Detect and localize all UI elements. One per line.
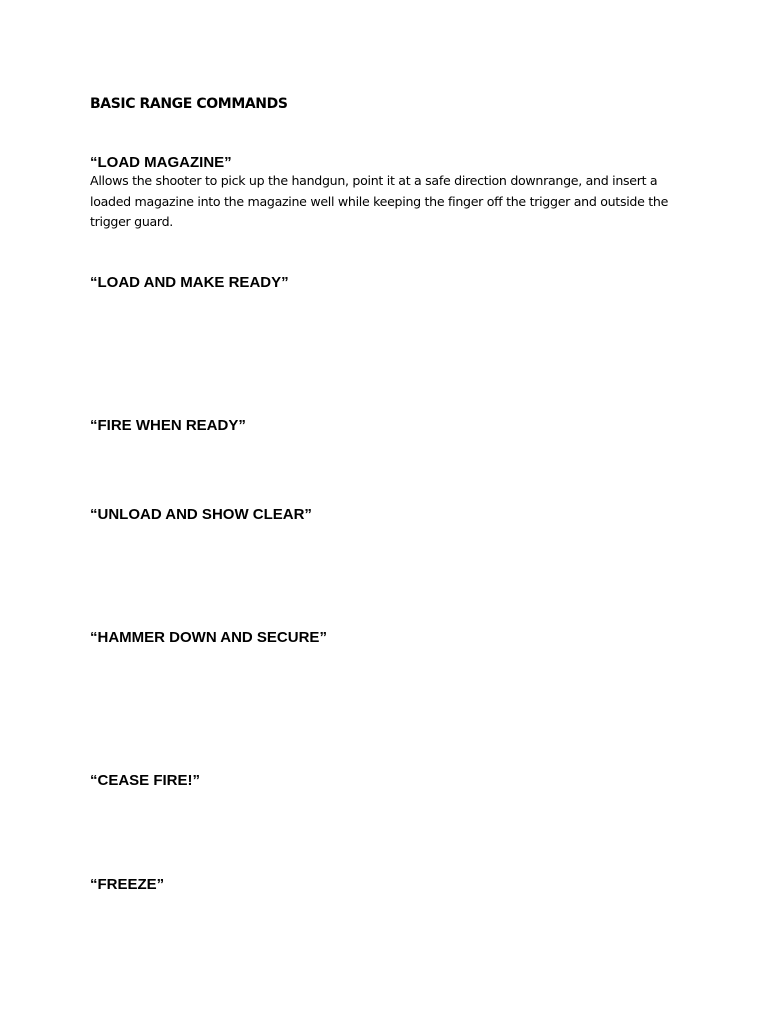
document-title: BASIC RANGE COMMANDS [90,96,288,112]
command-heading-unload-and-show-clear: “UNLOAD AND SHOW CLEAR” [90,506,312,523]
command-description-load-magazine: Allows the shooter to pick up the handgun, point it at a safe direction downrange, and insert a loaded magazine into the magazine well while keeping the finger off the trigger and outside the trigger guard. [90,173,669,229]
command-heading-fire-when-ready: “FIRE WHEN READY” [90,417,246,434]
command-heading-hammer-down-and-secure: “HAMMER DOWN AND SECURE” [90,629,327,646]
command-heading-load-and-make-ready: “LOAD AND MAKE READY” [90,274,289,291]
command-heading-freeze: “FREEZE” [90,876,165,893]
command-heading-cease-fire: “CEASE FIRE!” [90,772,201,789]
command-heading-load-magazine: “LOAD MAGAZINE” [90,154,232,171]
